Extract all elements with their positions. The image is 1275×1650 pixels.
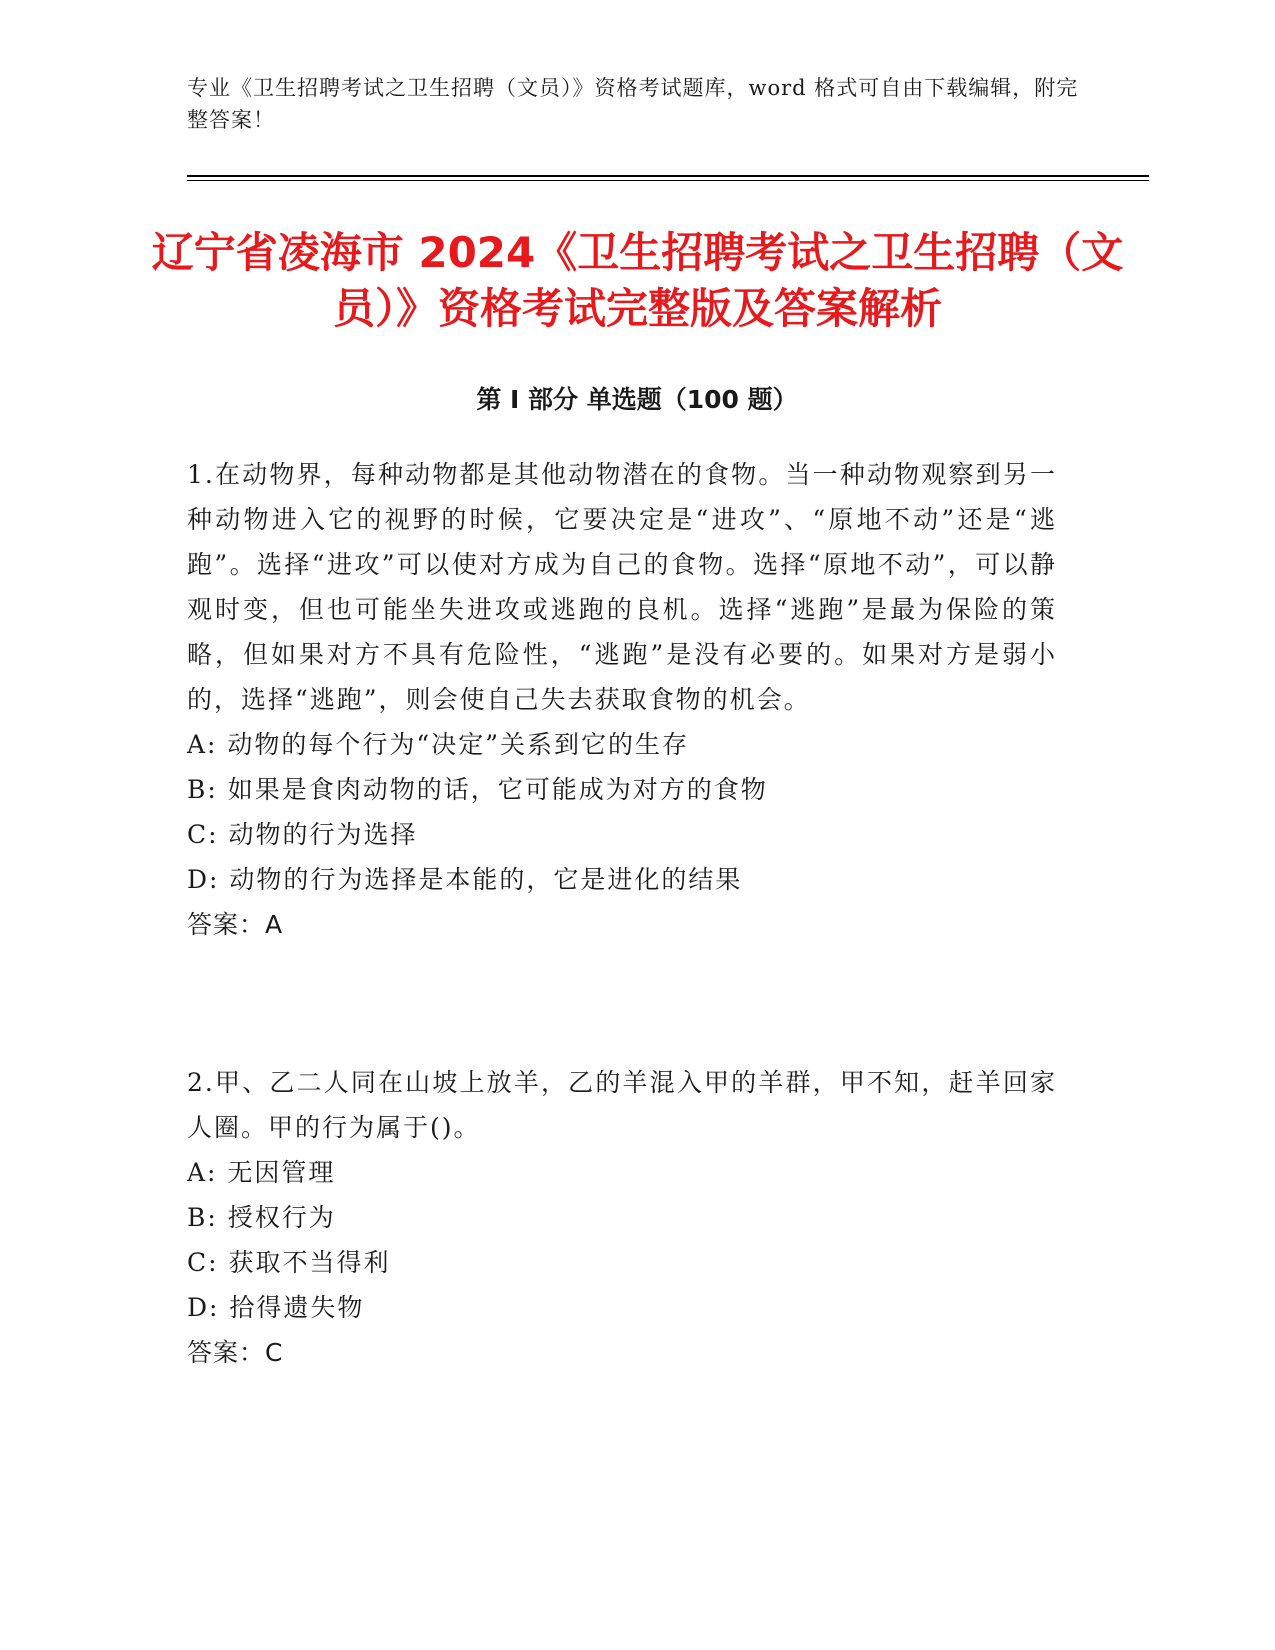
option-b: B: 如果是食肉动物的话，它可能成为对方的食物 [187,775,768,804]
option-c: C: 获取不当得利 [187,1248,391,1277]
answer: 答案：C [187,1338,284,1367]
answer: 答案：A [187,910,284,939]
question-1 [187,452,1057,947]
header-divider-thick [187,175,1149,177]
section-title: 第 I 部分 单选题（100 题） [476,385,798,414]
document-title: 辽宁省凌海市 2024《卫生招聘考试之卫生招聘（文员）》资格考试完整版及答案解析 [151,228,1124,333]
header-divider-thin [187,180,1149,181]
question-2 [187,1060,1057,1375]
question-stem: 1.在动物界，每种动物都是其他动物潜在的食物。当一种动物观察到另一种动物进入它的视野的时候，它要决定是“进攻”、“原地不动”还是“逃跑”。选择“进攻”可以使对方成为自己的食物。选择“原地不动”，可以静观时变，但也可能坐失进攻或逃跑的良机。选择“逃跑”是最为保险的策略，但如果对方不具有危险性，“逃跑”是没有必要的。如果对方是弱小的，选择“逃跑”，则会使自己失去获取食物的机会。 [187,460,1057,714]
option-c: C: 动物的行为选择 [187,820,418,849]
option-b: B: 授权行为 [187,1203,336,1232]
question-stem: 2.甲、乙二人同在山坡上放羊，乙的羊混入甲的羊群，甲不知，赶羊回家人圈。甲的行为属于()。 [187,1068,1057,1142]
option-d: D: 拾得遗失物 [187,1293,365,1322]
option-a: A: 动物的每个行为“决定”关系到它的生存 [187,730,689,759]
header-note: 专业《卫生招聘考试之卫生招聘（文员）》资格考试题库，word 格式可自由下载编辑，附完整答案！ [187,76,1079,132]
option-d: D: 动物的行为选择是本能的，它是进化的结果 [187,865,743,894]
option-a: A: 无因管理 [187,1158,336,1187]
